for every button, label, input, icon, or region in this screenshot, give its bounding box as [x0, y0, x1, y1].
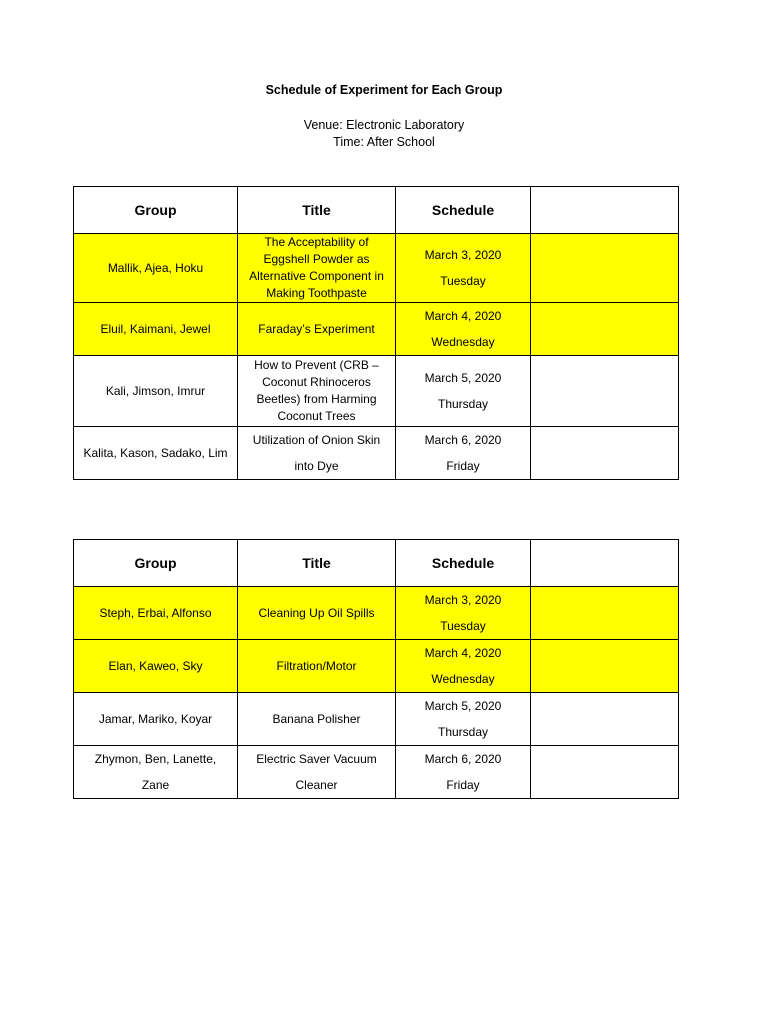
group-line: Zane — [141, 778, 170, 792]
title-text: How to Prevent (CRB – Coconut Rhinoceros Beetles) from Harming Coconut Trees — [254, 358, 379, 423]
title-text: The Acceptability of Eggshell Powder as Alternative Component in Making Toothpaste — [249, 235, 384, 300]
schedule-cell — [396, 587, 531, 640]
blank-cell — [531, 234, 679, 303]
table-row — [74, 746, 679, 799]
title-line: into Dye — [294, 459, 339, 473]
table-row — [74, 356, 679, 427]
schedule-cell — [396, 234, 531, 303]
table-row — [74, 234, 679, 303]
schedule-date: March 4, 2020 — [424, 646, 502, 660]
group-cell: Eluil, Kaimani, Jewel — [74, 303, 238, 356]
group-cell: Jamar, Mariko, Koyar — [74, 693, 238, 746]
table-header-row — [74, 187, 679, 234]
group-line: Zhymon, Ben, Lanette, — [94, 752, 217, 766]
blank-cell — [531, 356, 679, 427]
header-blank — [531, 540, 679, 587]
blank-cell — [531, 303, 679, 356]
blank-cell — [531, 746, 679, 799]
schedule-date: March 5, 2020 — [424, 699, 502, 713]
group-cell: Steph, Erbai, Alfonso — [74, 587, 238, 640]
header-title: Title — [238, 187, 396, 234]
schedule-day: Thursday — [437, 725, 489, 739]
schedule-table-2 — [73, 539, 679, 799]
title-cell — [238, 303, 396, 356]
schedule-day: Wednesday — [431, 335, 495, 349]
title-line: Cleaner — [295, 778, 338, 792]
schedule-day: Friday — [446, 459, 480, 473]
schedule-day: Thursday — [437, 397, 489, 411]
table-header-row — [74, 540, 679, 587]
schedule-table-1 — [73, 186, 679, 480]
header-title: Title — [238, 540, 396, 587]
schedule-day: Friday — [446, 778, 480, 792]
group-cell: Mallik, Ajea, Hoku — [74, 234, 238, 303]
schedule-date: March 6, 2020 — [424, 752, 502, 766]
title-cell — [238, 746, 396, 799]
table-row — [74, 303, 679, 356]
schedule-date: March 6, 2020 — [424, 433, 502, 447]
schedule-cell — [396, 303, 531, 356]
title-cell: Filtration/Motor — [238, 640, 396, 693]
group-cell: Kalita, Kason, Sadako, Lim — [74, 427, 238, 480]
time-line: Time: After School — [333, 135, 435, 149]
group-cell: Kali, Jimson, Imrur — [74, 356, 238, 427]
schedule-cell — [396, 693, 531, 746]
title-cell: Cleaning Up Oil Spills — [238, 587, 396, 640]
header-schedule: Schedule — [396, 540, 531, 587]
title-cell — [238, 427, 396, 480]
schedule-day: Tuesday — [440, 619, 486, 633]
document-title: Schedule of Experiment for Each Group — [265, 83, 503, 97]
title-text: Faraday’s Experiment — [258, 321, 375, 336]
schedule-day: Tuesday — [440, 274, 486, 288]
header-group: Group — [74, 187, 238, 234]
table-row — [74, 640, 679, 693]
title-cell — [238, 356, 396, 427]
schedule-cell — [396, 427, 531, 480]
blank-cell — [531, 693, 679, 746]
table-row — [74, 693, 679, 746]
title-cell: Banana Polisher — [238, 693, 396, 746]
schedule-date: March 3, 2020 — [424, 593, 502, 607]
title-line: Utilization of Onion Skin — [252, 433, 381, 447]
schedule-day: Wednesday — [431, 672, 495, 686]
group-cell: Elan, Kaweo, Sky — [74, 640, 238, 693]
header-blank — [531, 187, 679, 234]
schedule-cell — [396, 746, 531, 799]
schedule-cell — [396, 356, 531, 427]
header-schedule: Schedule — [396, 187, 531, 234]
blank-cell — [531, 587, 679, 640]
table-row — [74, 587, 679, 640]
schedule-cell — [396, 640, 531, 693]
blank-cell — [531, 427, 679, 480]
blank-cell — [531, 640, 679, 693]
schedule-date: March 5, 2020 — [424, 371, 502, 385]
title-cell — [238, 234, 396, 303]
header-group: Group — [74, 540, 238, 587]
title-line: Electric Saver Vacuum — [256, 752, 377, 766]
schedule-date: March 3, 2020 — [424, 248, 502, 262]
group-cell — [74, 746, 238, 799]
table-row — [74, 427, 679, 480]
venue-line: Venue: Electronic Laboratory — [303, 118, 465, 132]
schedule-date: March 4, 2020 — [424, 309, 502, 323]
